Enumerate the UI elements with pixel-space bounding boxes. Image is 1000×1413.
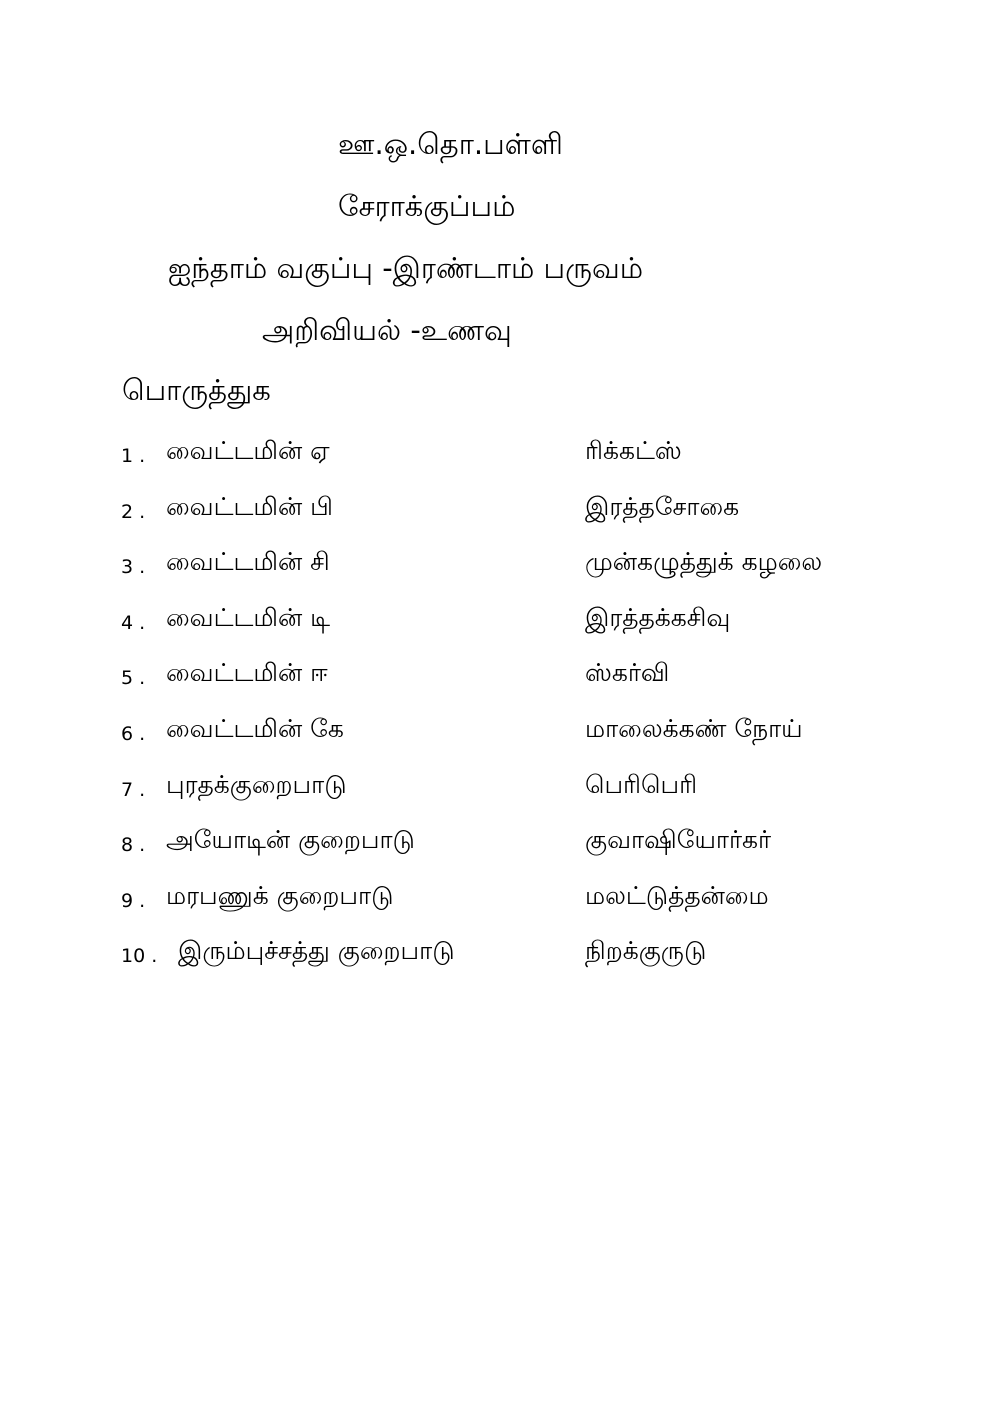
item-number: 4 . (121, 612, 146, 634)
left-item: புரதக்குறைபாடு (166, 770, 347, 799)
match-row (0, 490, 1000, 530)
right-item: ஸ்கர்வி (585, 658, 670, 687)
match-row (0, 656, 1000, 696)
right-item: குவாஷியோர்கர் (585, 825, 772, 854)
left-item: வைட்டமின் பி (166, 492, 333, 521)
right-item: ரிக்கட்ஸ் (585, 436, 682, 465)
right-item: இரத்தக்கசிவு (585, 603, 731, 632)
item-number: 6 . (121, 723, 146, 745)
left-item: வைட்டமின் ஏ (166, 436, 330, 465)
item-number: 3 . (121, 556, 146, 578)
left-item: மரபணுக் குறைபாடு (166, 881, 394, 910)
school-name: ஊ.ஒ.தொ.பள்ளி (338, 127, 563, 161)
subject-heading: அறிவியல் -உணவு (262, 313, 512, 347)
item-number: 10 . (121, 945, 158, 967)
right-item: இரத்தசோகை (585, 492, 740, 521)
right-item: பெரிபெரி (585, 770, 698, 799)
left-item: வைட்டமின் டி (166, 603, 331, 632)
left-item: அயோடின் குறைபாடு (166, 825, 415, 854)
match-row (0, 545, 1000, 585)
item-number: 1 . (121, 445, 146, 467)
right-item: நிறக்குருடு (585, 936, 707, 965)
instruction-heading: பொருத்துக (122, 373, 271, 407)
match-row (0, 712, 1000, 752)
item-number: 7 . (121, 779, 146, 801)
left-item: வைட்டமின் ஈ (166, 658, 328, 687)
match-row (0, 434, 1000, 474)
match-row (0, 879, 1000, 919)
match-row (0, 934, 1000, 974)
item-number: 9 . (121, 890, 146, 912)
item-number: 8 . (121, 834, 146, 856)
right-item: மாலைக்கண் நோய் (585, 714, 803, 743)
right-item: முன்கழுத்துக் கழலை (585, 547, 823, 576)
match-row (0, 823, 1000, 863)
left-item: வைட்டமின் கே (166, 714, 344, 743)
match-row (0, 601, 1000, 641)
item-number: 2 . (121, 501, 146, 523)
match-row (0, 768, 1000, 808)
class-term-heading: ஐந்தாம் வகுப்பு -இரண்டாம் பருவம் (168, 251, 644, 285)
left-item: இரும்புச்சத்து குறைபாடு (178, 936, 455, 965)
right-item: மலட்டுத்தன்மை (585, 881, 769, 910)
school-location: சேராக்குப்பம் (338, 189, 516, 223)
item-number: 5 . (121, 667, 146, 689)
left-item: வைட்டமின் சி (166, 547, 330, 576)
